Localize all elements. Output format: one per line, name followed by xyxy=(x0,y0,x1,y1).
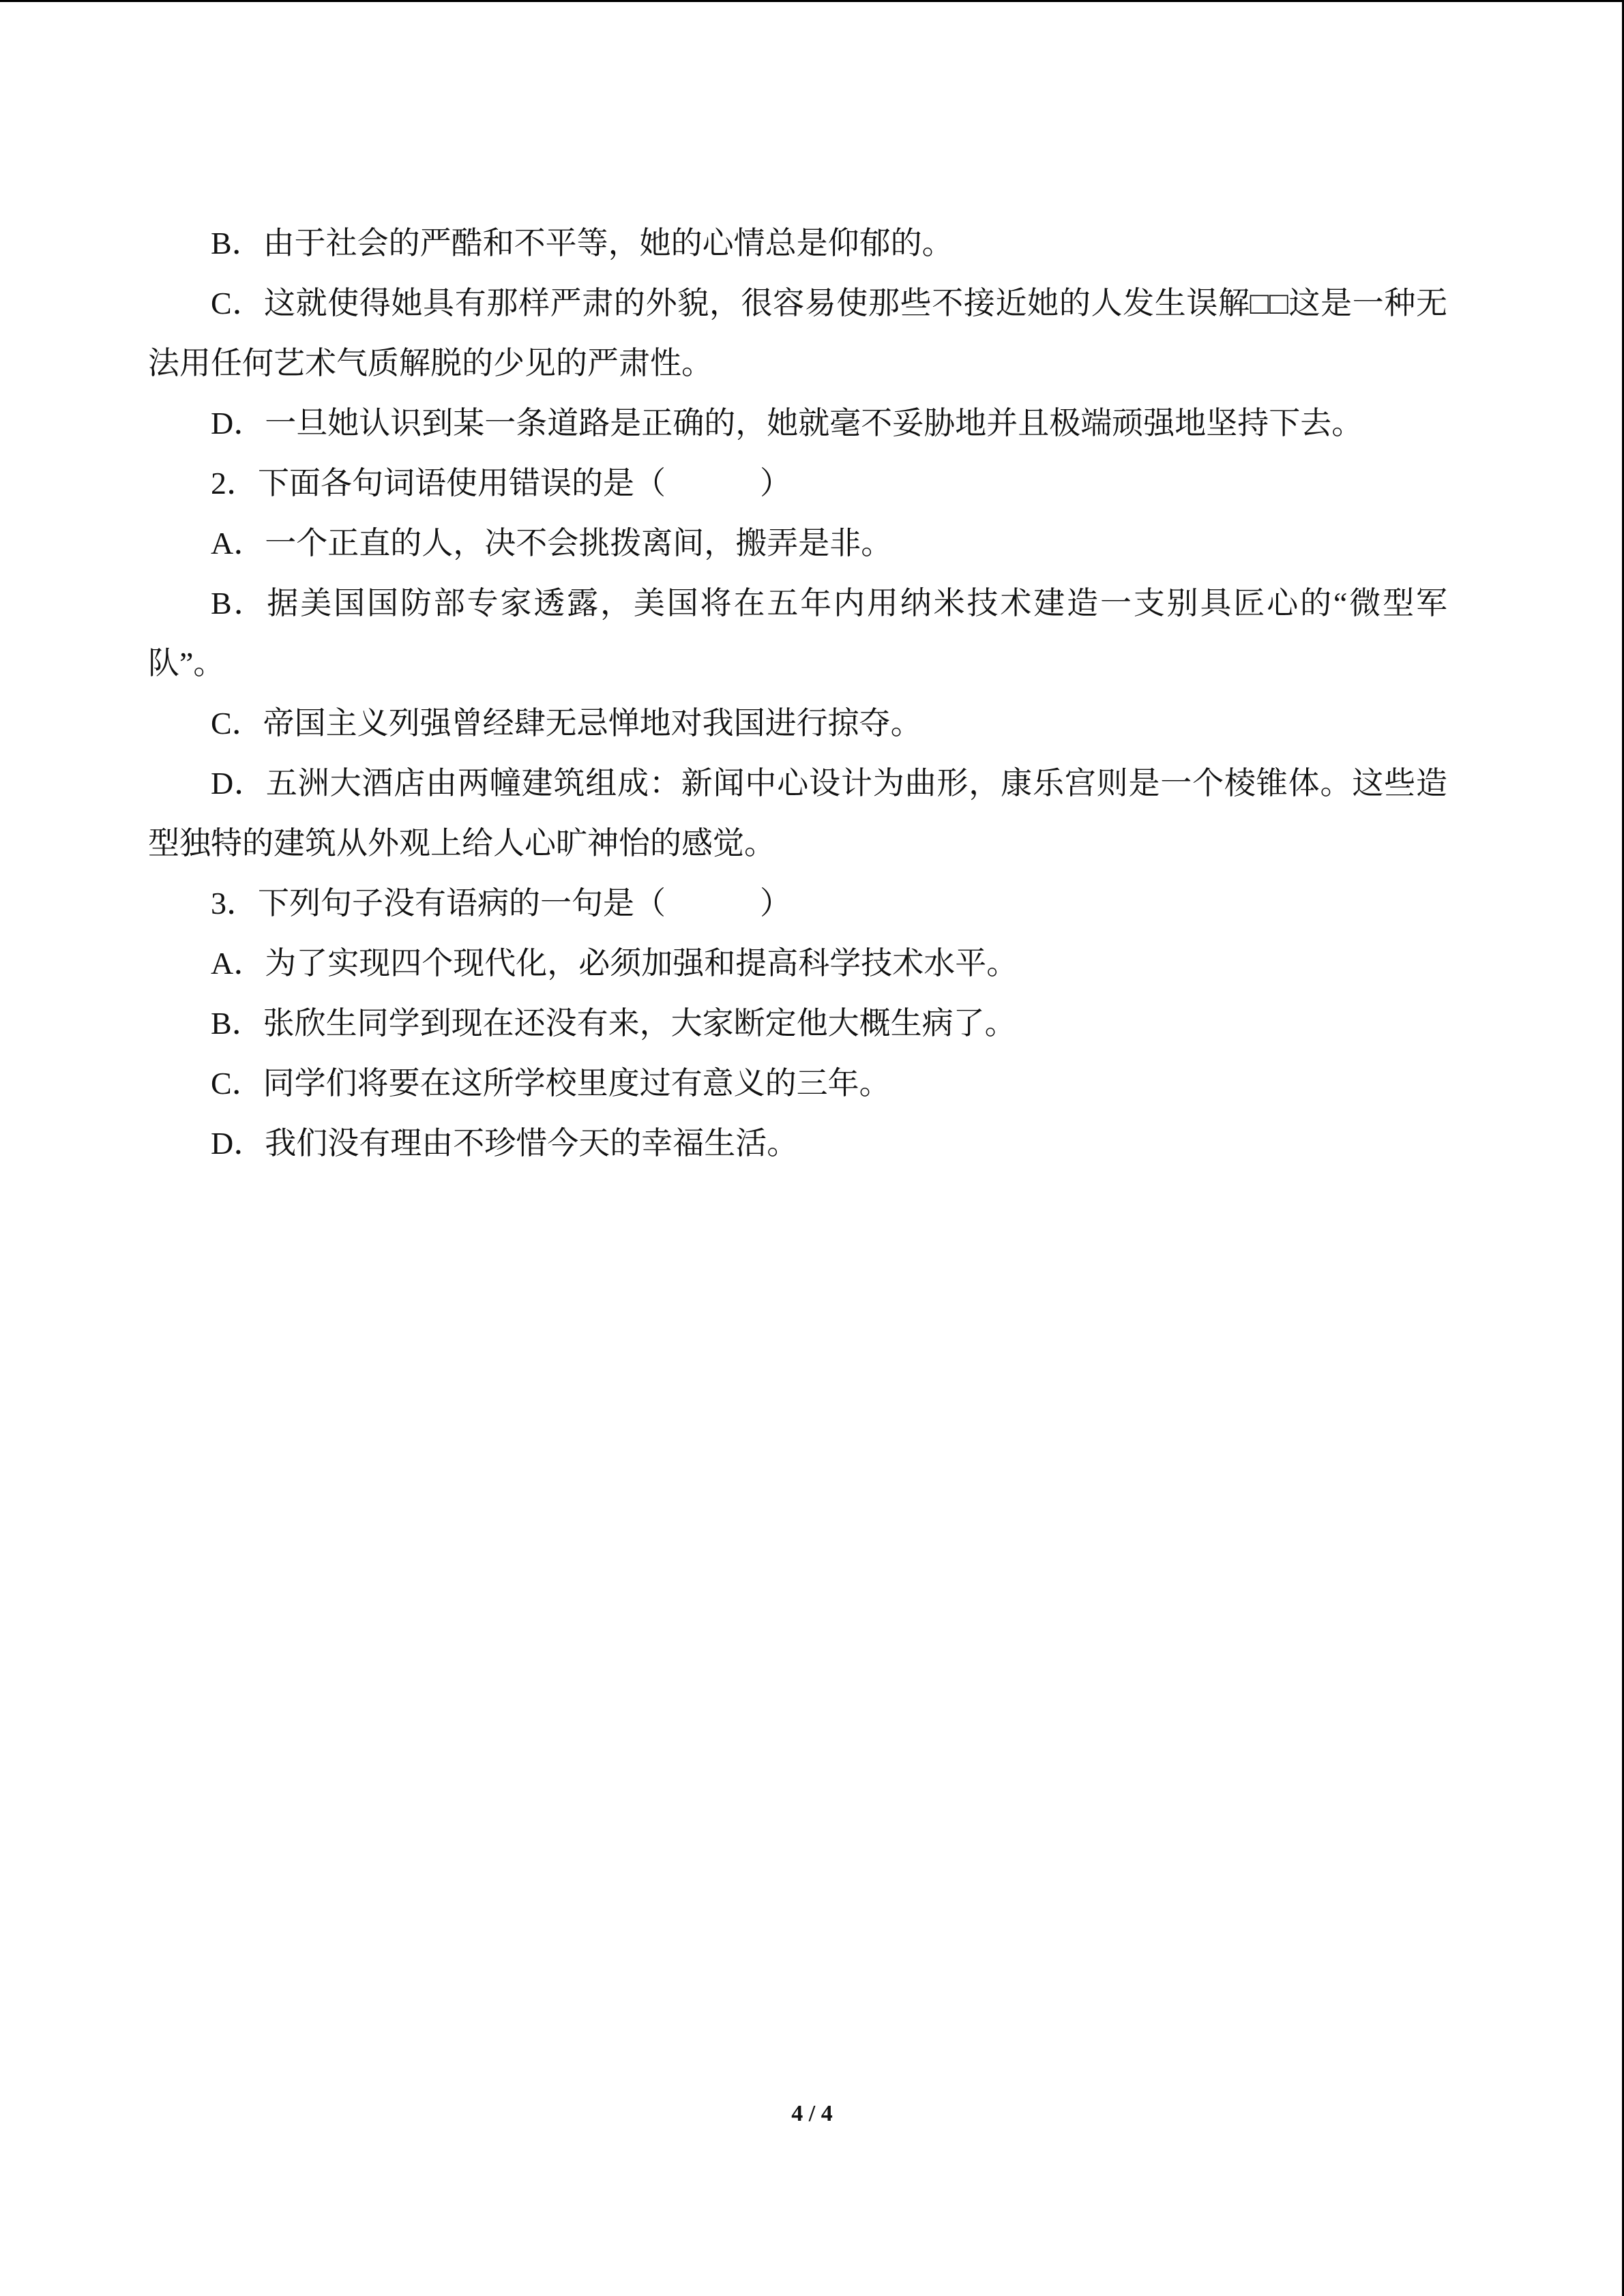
document-body xyxy=(148,213,1447,1174)
option-c-q1: C．这就使得她具有那样严肃的外貌，很容易使那些不接近她的人发生误解□□这是一种无法用任何艺术气质解脱的少见的严肃性。 xyxy=(148,286,1447,381)
question-2: 2．下面各句词语使用错误的是（ ） xyxy=(211,466,791,501)
option-d-q2: D．五洲大酒店由两幢建筑组成：新闻中心设计为曲形，康乐宫则是一个棱锥体。这些造型独特的建筑从外观上给人心旷神怡的感觉。 xyxy=(148,766,1447,861)
option-a-q2: A．一个正直的人，决不会挑拨离间，搬弄是非。 xyxy=(211,526,893,561)
option-c-q2: C．帝国主义列强曾经肆无忌惮地对我国进行掠夺。 xyxy=(211,706,922,741)
option-b-q2: B．据美国国防部专家透露，美国将在五年内用纳米技术建造一支别具匠心的“微型军队”。 xyxy=(148,586,1447,681)
option-d-q1: D．一旦她认识到某一条道路是正确的，她就毫不妥胁地并且极端顽强地坚持下去。 xyxy=(211,406,1363,441)
option-b-q1: B．由于社会的严酷和不平等，她的心情总是仰郁的。 xyxy=(211,226,954,260)
option-a-q3: A．为了实现四个现代化，必须加强和提高科学技术水平。 xyxy=(211,946,1018,981)
option-c-q3: C．同学们将要在这所学校里度过有意义的三年。 xyxy=(211,1066,891,1101)
option-d-q3: D．我们没有理由不珍惜今天的幸福生活。 xyxy=(211,1126,799,1161)
question-3: 3．下列句子没有语病的一句是（ ） xyxy=(211,886,791,921)
page-number: 4 / 4 xyxy=(791,2101,833,2126)
option-b-q3: B．张欣生同学到现在还没有来，大家断定他大概生病了。 xyxy=(211,1006,1016,1041)
